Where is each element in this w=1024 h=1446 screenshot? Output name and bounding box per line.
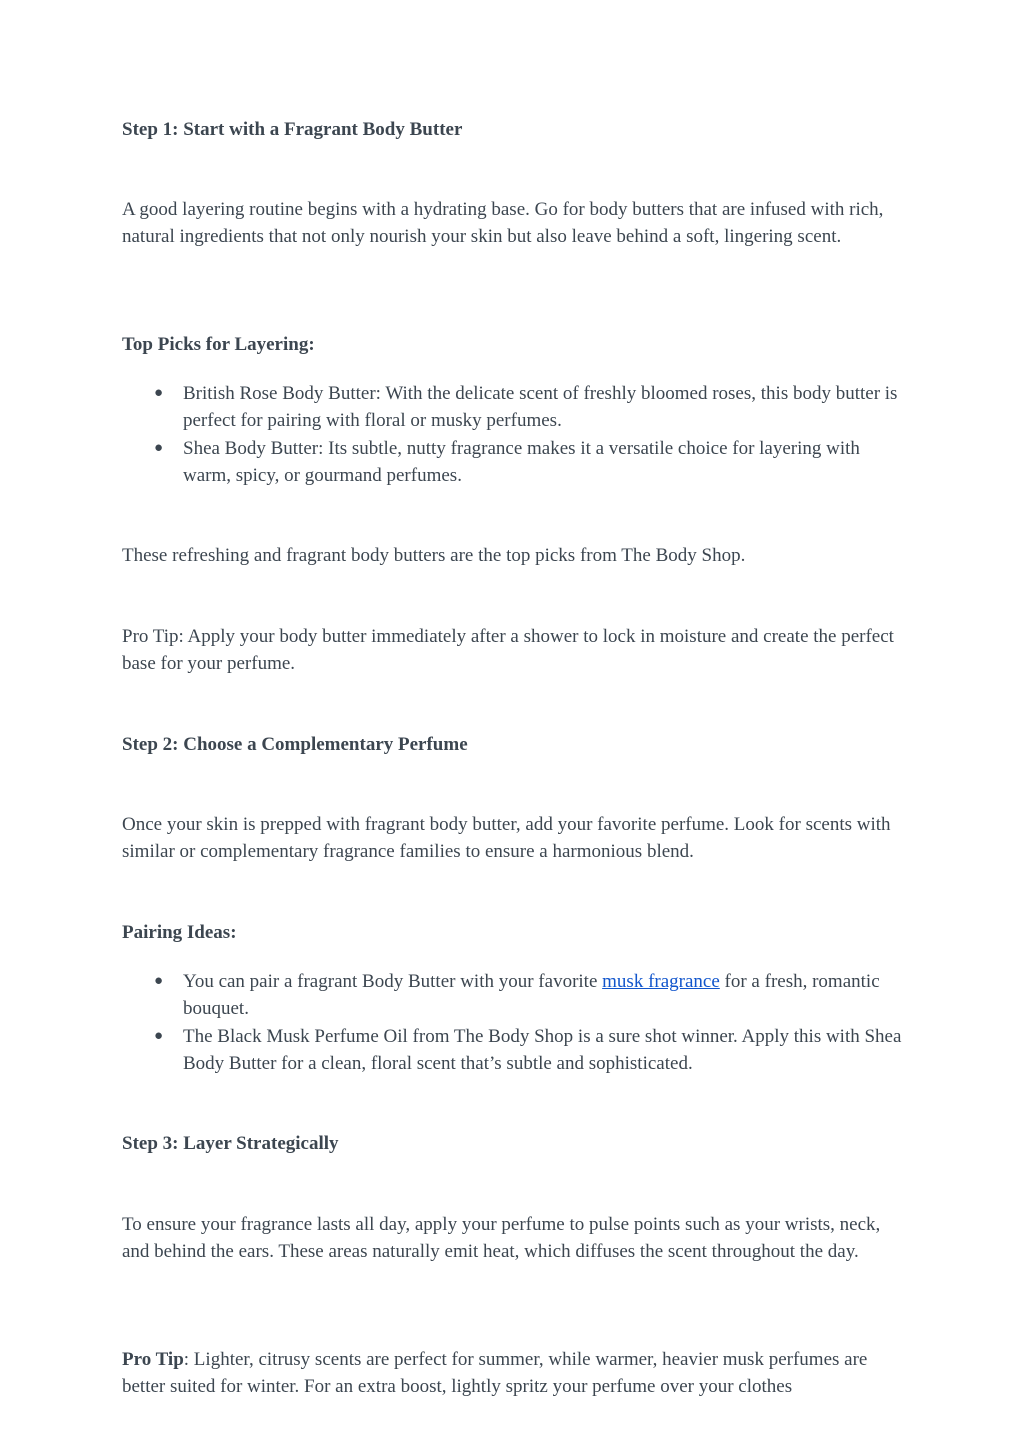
pro-tip-text: : Lighter, citrusy scents are perfect for summer, while warmer, heavier musk perfumes are better suited for winter. For an extra boost, lightly spritz your perfume over your clothes	[122, 1349, 868, 1398]
list-item	[122, 1023, 912, 1078]
list-item-text: The Black Musk Perfume Oil from The Body Shop is a sure shot winner. Apply this with Shea Body Butter for a clean, floral scent that’s subtle and sophisticated.	[183, 1025, 902, 1074]
top-picks-note: These refreshing and fragrant body butters are the top picks from The Body Shop.	[122, 545, 746, 566]
step2-heading: Step 2: Choose a Complementary Perfume	[122, 734, 468, 755]
list-item-text-before: You can pair a fragrant Body Butter with your favorite	[183, 971, 603, 992]
pro-tip-label: Pro Tip	[122, 1349, 184, 1370]
top-picks-list	[122, 380, 912, 489]
list-item-text: Shea Body Butter: Its subtle, nutty fragrance makes it a versatile choice for layering with warm, spicy, or gourmand perfumes.	[183, 437, 860, 486]
list-item	[122, 968, 912, 1023]
musk-fragrance-link[interactable]: musk fragrance	[602, 971, 720, 992]
step3-heading: Step 3: Layer Strategically	[122, 1133, 339, 1154]
pairing-heading: Pairing Ideas:	[122, 922, 237, 943]
step1-intro: A good layering routine begins with a hydrating base. Go for body butters that are infused with rich, natural ingredients that not only nourish your skin but also leave behind a soft, lingering scent.	[122, 199, 884, 248]
list-item-text: British Rose Body Butter: With the delicate scent of freshly bloomed roses, this body butter is perfect for pairing with floral or musky perfumes.	[183, 383, 898, 432]
bullet-icon: ●	[154, 1027, 164, 1044]
pairing-list	[122, 968, 912, 1077]
pro-tip-1: Pro Tip: Apply your body butter immediately after a shower to lock in moisture and create the perfect base for your perfume.	[122, 626, 894, 675]
list-item	[122, 435, 912, 490]
step1-heading: Step 1: Start with a Fragrant Body Butter	[122, 119, 463, 140]
list-item-text-after: for a fresh, romantic bouquet.	[183, 971, 880, 1020]
pro-tip-2	[122, 1346, 912, 1401]
bullet-icon: ●	[154, 973, 164, 989]
step3-intro: To ensure your fragrance lasts all day, apply your perfume to pulse points such as your wrists, neck, and behind the ears. These areas naturally emit heat, which diffuses the scent throughout the day.	[122, 1214, 881, 1263]
list-item	[122, 380, 912, 435]
bullet-icon: ●	[154, 385, 164, 401]
top-picks-heading: Top Picks for Layering:	[122, 334, 315, 355]
bullet-icon: ●	[154, 439, 164, 456]
step2-intro: Once your skin is prepped with fragrant body butter, add your favorite perfume. Look for scents with similar or complementary fragrance families to ensure a harmonious blend.	[122, 814, 891, 863]
